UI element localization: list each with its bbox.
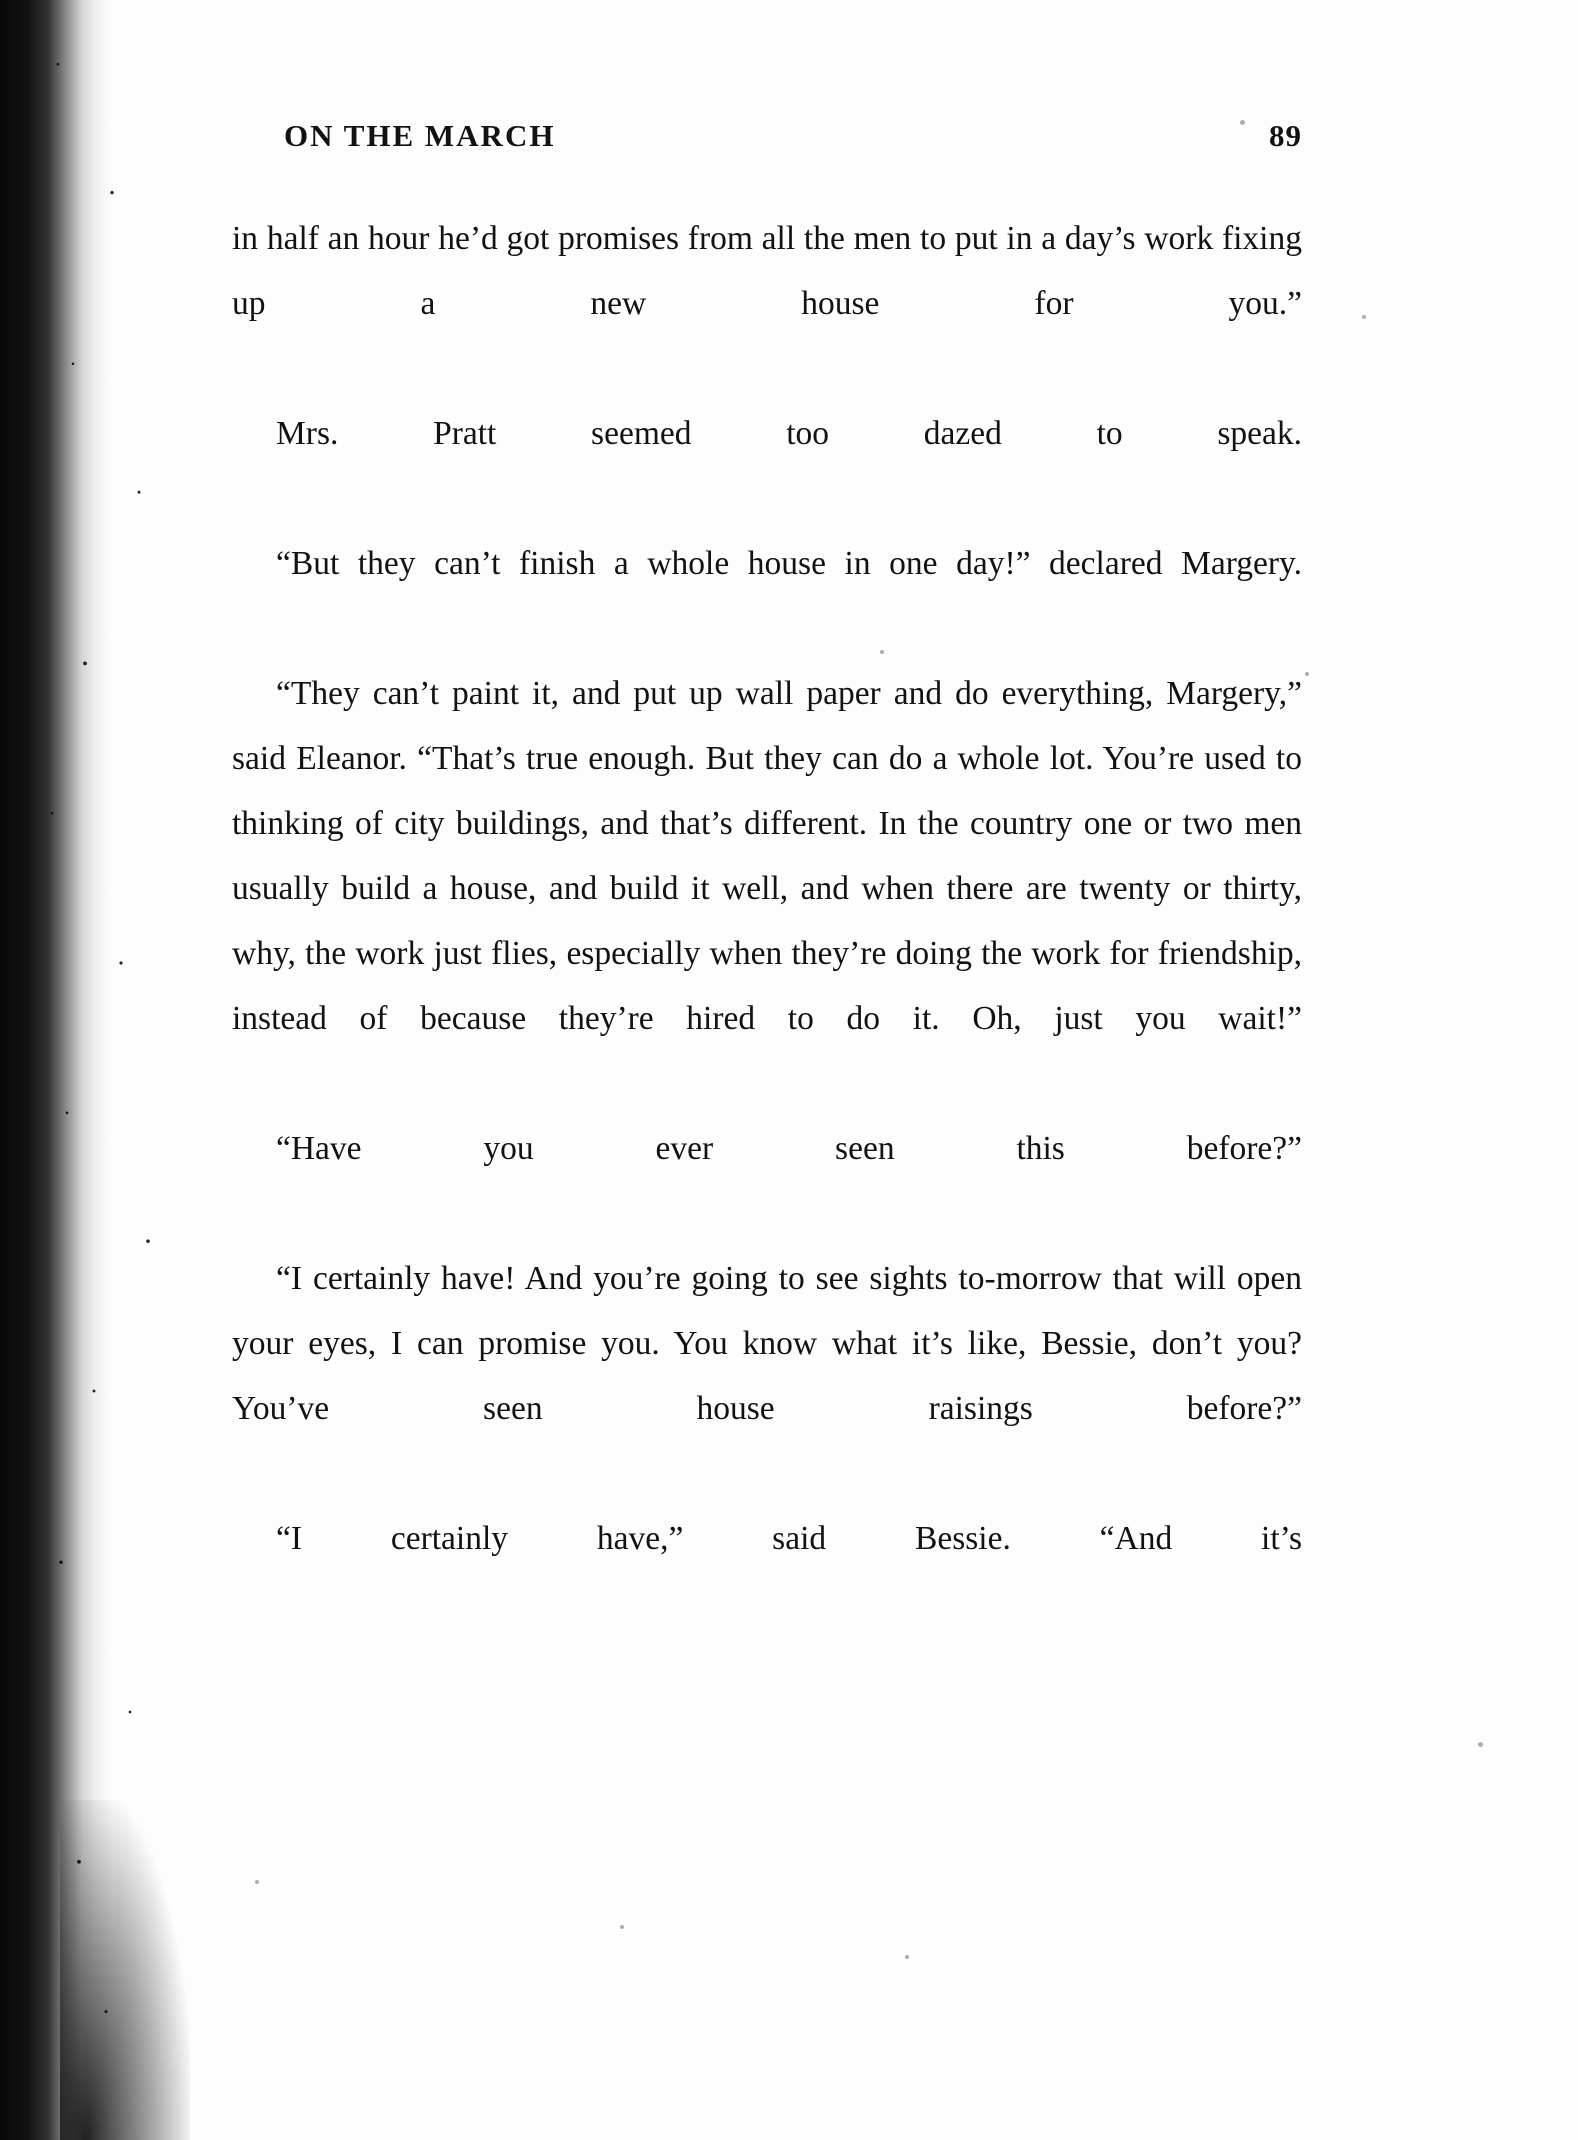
paragraph: “But they can’t finish a whole house in one day!” declared Margery. bbox=[276, 545, 1302, 582]
running-head-title: ON THE MARCH bbox=[284, 118, 556, 153]
paragraph: “I certainly have,” said Bessie. “And it’s bbox=[276, 1520, 1302, 1557]
scan-fleck bbox=[1305, 672, 1309, 676]
scan-fleck bbox=[255, 1880, 259, 1884]
running-head bbox=[232, 118, 1302, 154]
paragraph: in half an hour he’d got promises from all the men to put in a day’s work fixing up a new house for you.” bbox=[232, 220, 1302, 322]
paragraph: “I certainly have! And you’re going to see sights to-morrow that will open your eyes, I can promise you. You know what it’s like, Bessie, don’t you? You’ve seen house raisings before?” bbox=[232, 1260, 1302, 1427]
page-text-block bbox=[232, 118, 1302, 1636]
scan-fleck bbox=[905, 1955, 909, 1959]
scan-fleck bbox=[620, 1925, 624, 1929]
paragraph: “They can’t paint it, and put up wall paper and do everything, Margery,” said Eleanor. “That’s true enough. But they can do a whole lot. You’re used to thinking of city buildings, and that’s different. In the country one or two men usually build a house, and build it well, and when there are twenty or thirty, why, the work just flies, especially when they’re doing the work for friendship, instead of because they’re hired to do it. Oh, just you wait!” bbox=[232, 675, 1302, 1037]
paragraph: “Have you ever seen this before?” bbox=[276, 1130, 1302, 1167]
paragraph: Mrs. Pratt seemed too dazed to speak. bbox=[276, 415, 1302, 452]
scan-fleck bbox=[1362, 315, 1366, 319]
page-number: 89 bbox=[1269, 118, 1302, 153]
page-gutter-bottom-smudge bbox=[60, 1800, 190, 2140]
scan-fleck bbox=[1478, 1742, 1483, 1747]
